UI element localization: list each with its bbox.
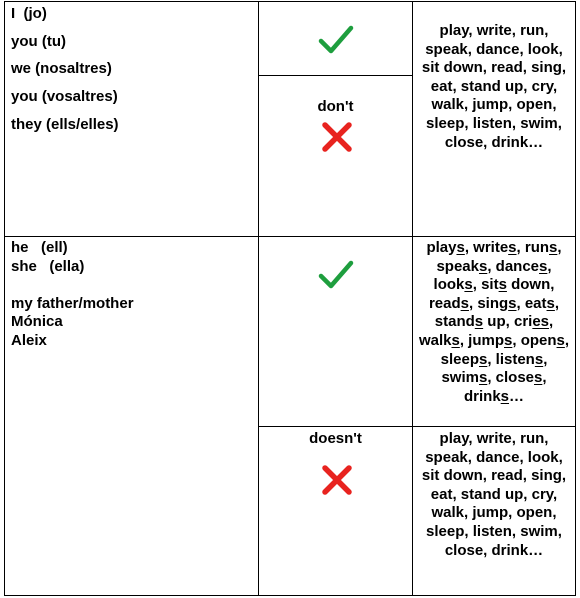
pronoun-you-singular: you (tu): [11, 32, 66, 50]
verb-item: [426, 239, 473, 256]
pronoun-we: we (nosaltres): [11, 60, 112, 78]
verb-stem: jump: [468, 331, 504, 349]
verb-stem: speak: [436, 257, 479, 275]
verb-item: [435, 313, 514, 330]
verb-stem: listen: [495, 350, 535, 368]
verb-separator: …: [509, 387, 525, 405]
verb-stem: sing: [477, 294, 509, 312]
verb-separator: ,: [468, 294, 478, 312]
verb-ending: s: [474, 313, 484, 331]
verb-separator: ,: [549, 313, 554, 331]
verb-ending: s: [451, 331, 460, 349]
pronoun-list-third-person: [11, 239, 134, 350]
verb-separator: ,: [512, 331, 521, 349]
verb-separator: ,: [554, 294, 560, 312]
verb-item: [525, 239, 562, 256]
verb-item: [429, 295, 477, 312]
pronoun-list-plural: [11, 4, 119, 142]
verb-separator: ,: [505, 313, 514, 331]
verb-item: [434, 276, 482, 293]
verb-ending: s: [478, 350, 488, 368]
verb-stem: cri: [513, 313, 533, 331]
verb-ending: s: [460, 294, 469, 312]
verb-ending: s: [534, 369, 543, 387]
pronoun-he: he (ell): [11, 239, 68, 256]
dont-label: don't: [317, 98, 354, 115]
verb-stem: read: [428, 294, 461, 312]
grammar-table: [4, 1, 576, 596]
pronoun-they: they (ells/elles): [11, 115, 119, 133]
verb-separator: ,: [487, 350, 496, 368]
verb-item: [468, 332, 521, 349]
verb-separator: ,: [464, 239, 474, 256]
check-mark-icon: [318, 24, 354, 56]
verb-item: [521, 332, 569, 349]
verb-item: [419, 332, 468, 349]
verb-stem: open: [520, 331, 557, 349]
verb-item: [496, 369, 547, 386]
verb-item: [441, 369, 495, 386]
subjects-cell-third-person: [4, 236, 259, 596]
verbs-cell-base: [412, 1, 576, 237]
negative-cell-plural: [258, 75, 413, 237]
verb-stem: stand: [434, 313, 475, 331]
verb-separator: ,: [543, 350, 548, 368]
check-mark-icon: [318, 259, 354, 291]
verb-separator: ,: [487, 369, 496, 387]
third-person-verb-list: [413, 239, 575, 406]
verb-item: [514, 313, 553, 330]
verb-item: [464, 388, 524, 405]
verb-particle: down: [506, 276, 551, 294]
affirmative-cell-plural: [258, 1, 413, 76]
verb-separator: ,: [542, 369, 547, 387]
verb-stem: eat: [524, 294, 547, 312]
verb-item: [473, 239, 525, 256]
verb-separator: ,: [472, 276, 482, 294]
verb-stem: run: [524, 239, 550, 256]
verb-ending: s: [546, 294, 555, 312]
verb-stem: dance: [495, 257, 540, 275]
subjects-cell-plural: [4, 1, 259, 237]
verb-ending: s: [549, 239, 558, 256]
verb-ending: s: [539, 257, 548, 275]
verb-ending: s: [456, 239, 465, 256]
verb-ending: s: [464, 276, 473, 294]
verb-separator: ,: [547, 257, 552, 275]
pronoun-you-plural: you (vosaltres): [11, 88, 118, 106]
verb-stem: sit: [481, 276, 499, 294]
verb-separator: ,: [459, 331, 469, 349]
verb-separator: ,: [550, 276, 555, 294]
verb-stem: write: [473, 239, 509, 256]
verb-item: [525, 295, 559, 312]
verb-item: [477, 295, 525, 312]
verb-item: [496, 258, 552, 275]
verb-item: [436, 258, 495, 275]
verb-separator: ,: [516, 239, 525, 256]
pronoun-my-father-mother: my father/mother: [11, 294, 134, 312]
verb-ending: s: [500, 387, 510, 405]
verb-ending: s: [478, 369, 488, 387]
cross-mark-icon: [321, 122, 353, 152]
verb-stem: walk: [418, 331, 452, 349]
verb-stem: look: [433, 276, 465, 294]
verb-stem: drink: [463, 387, 501, 405]
pronoun-monica: Mónica: [11, 313, 63, 330]
base-verb-list: play, write, run, speak, dance, look, sit down, read, sing, eat, stand up, cry, walk, jump, open, sleep, listen, swim, close, drink…: [421, 22, 567, 151]
verb-item: [496, 351, 548, 368]
affirmative-cell-third-person: [258, 236, 413, 427]
negative-cell-third-person: [258, 426, 413, 596]
pronoun-she: she (ella): [11, 257, 85, 275]
verb-ending: s: [478, 257, 488, 275]
verb-ending: s: [508, 294, 517, 312]
verb-item: [481, 276, 554, 293]
verb-ending: es: [532, 313, 550, 331]
verb-separator: ,: [516, 294, 525, 312]
verb-particle: up: [483, 313, 506, 331]
verb-ending: s: [504, 331, 513, 349]
verb-ending: s: [508, 239, 517, 256]
verb-stem: sleep: [440, 350, 479, 368]
verb-stem: swim: [441, 369, 479, 387]
pronoun-i: I (jo): [11, 5, 47, 22]
verb-separator: ,: [557, 239, 562, 256]
verb-ending: s: [498, 276, 507, 294]
verb-ending: s: [534, 350, 544, 368]
verb-item: [441, 351, 496, 368]
pronoun-aleix: Aleix: [11, 331, 47, 349]
cross-mark-icon: [321, 465, 353, 495]
verb-separator: ,: [564, 331, 570, 349]
doesnt-label: doesn't: [309, 430, 362, 447]
verb-separator: ,: [487, 257, 496, 275]
verb-stem: play: [426, 239, 457, 256]
verbs-cell-negative: [412, 426, 576, 596]
pronoun-gap: [11, 276, 134, 295]
negative-verb-list: play, write, run, speak, dance, look, sit down, read, sing, eat, stand up, cry, walk, jump, open, sleep, listen, swim, close, drink…: [421, 430, 567, 559]
verbs-cell-third-person: [412, 236, 576, 427]
verb-stem: close: [495, 369, 535, 387]
verb-ending: s: [556, 331, 565, 349]
